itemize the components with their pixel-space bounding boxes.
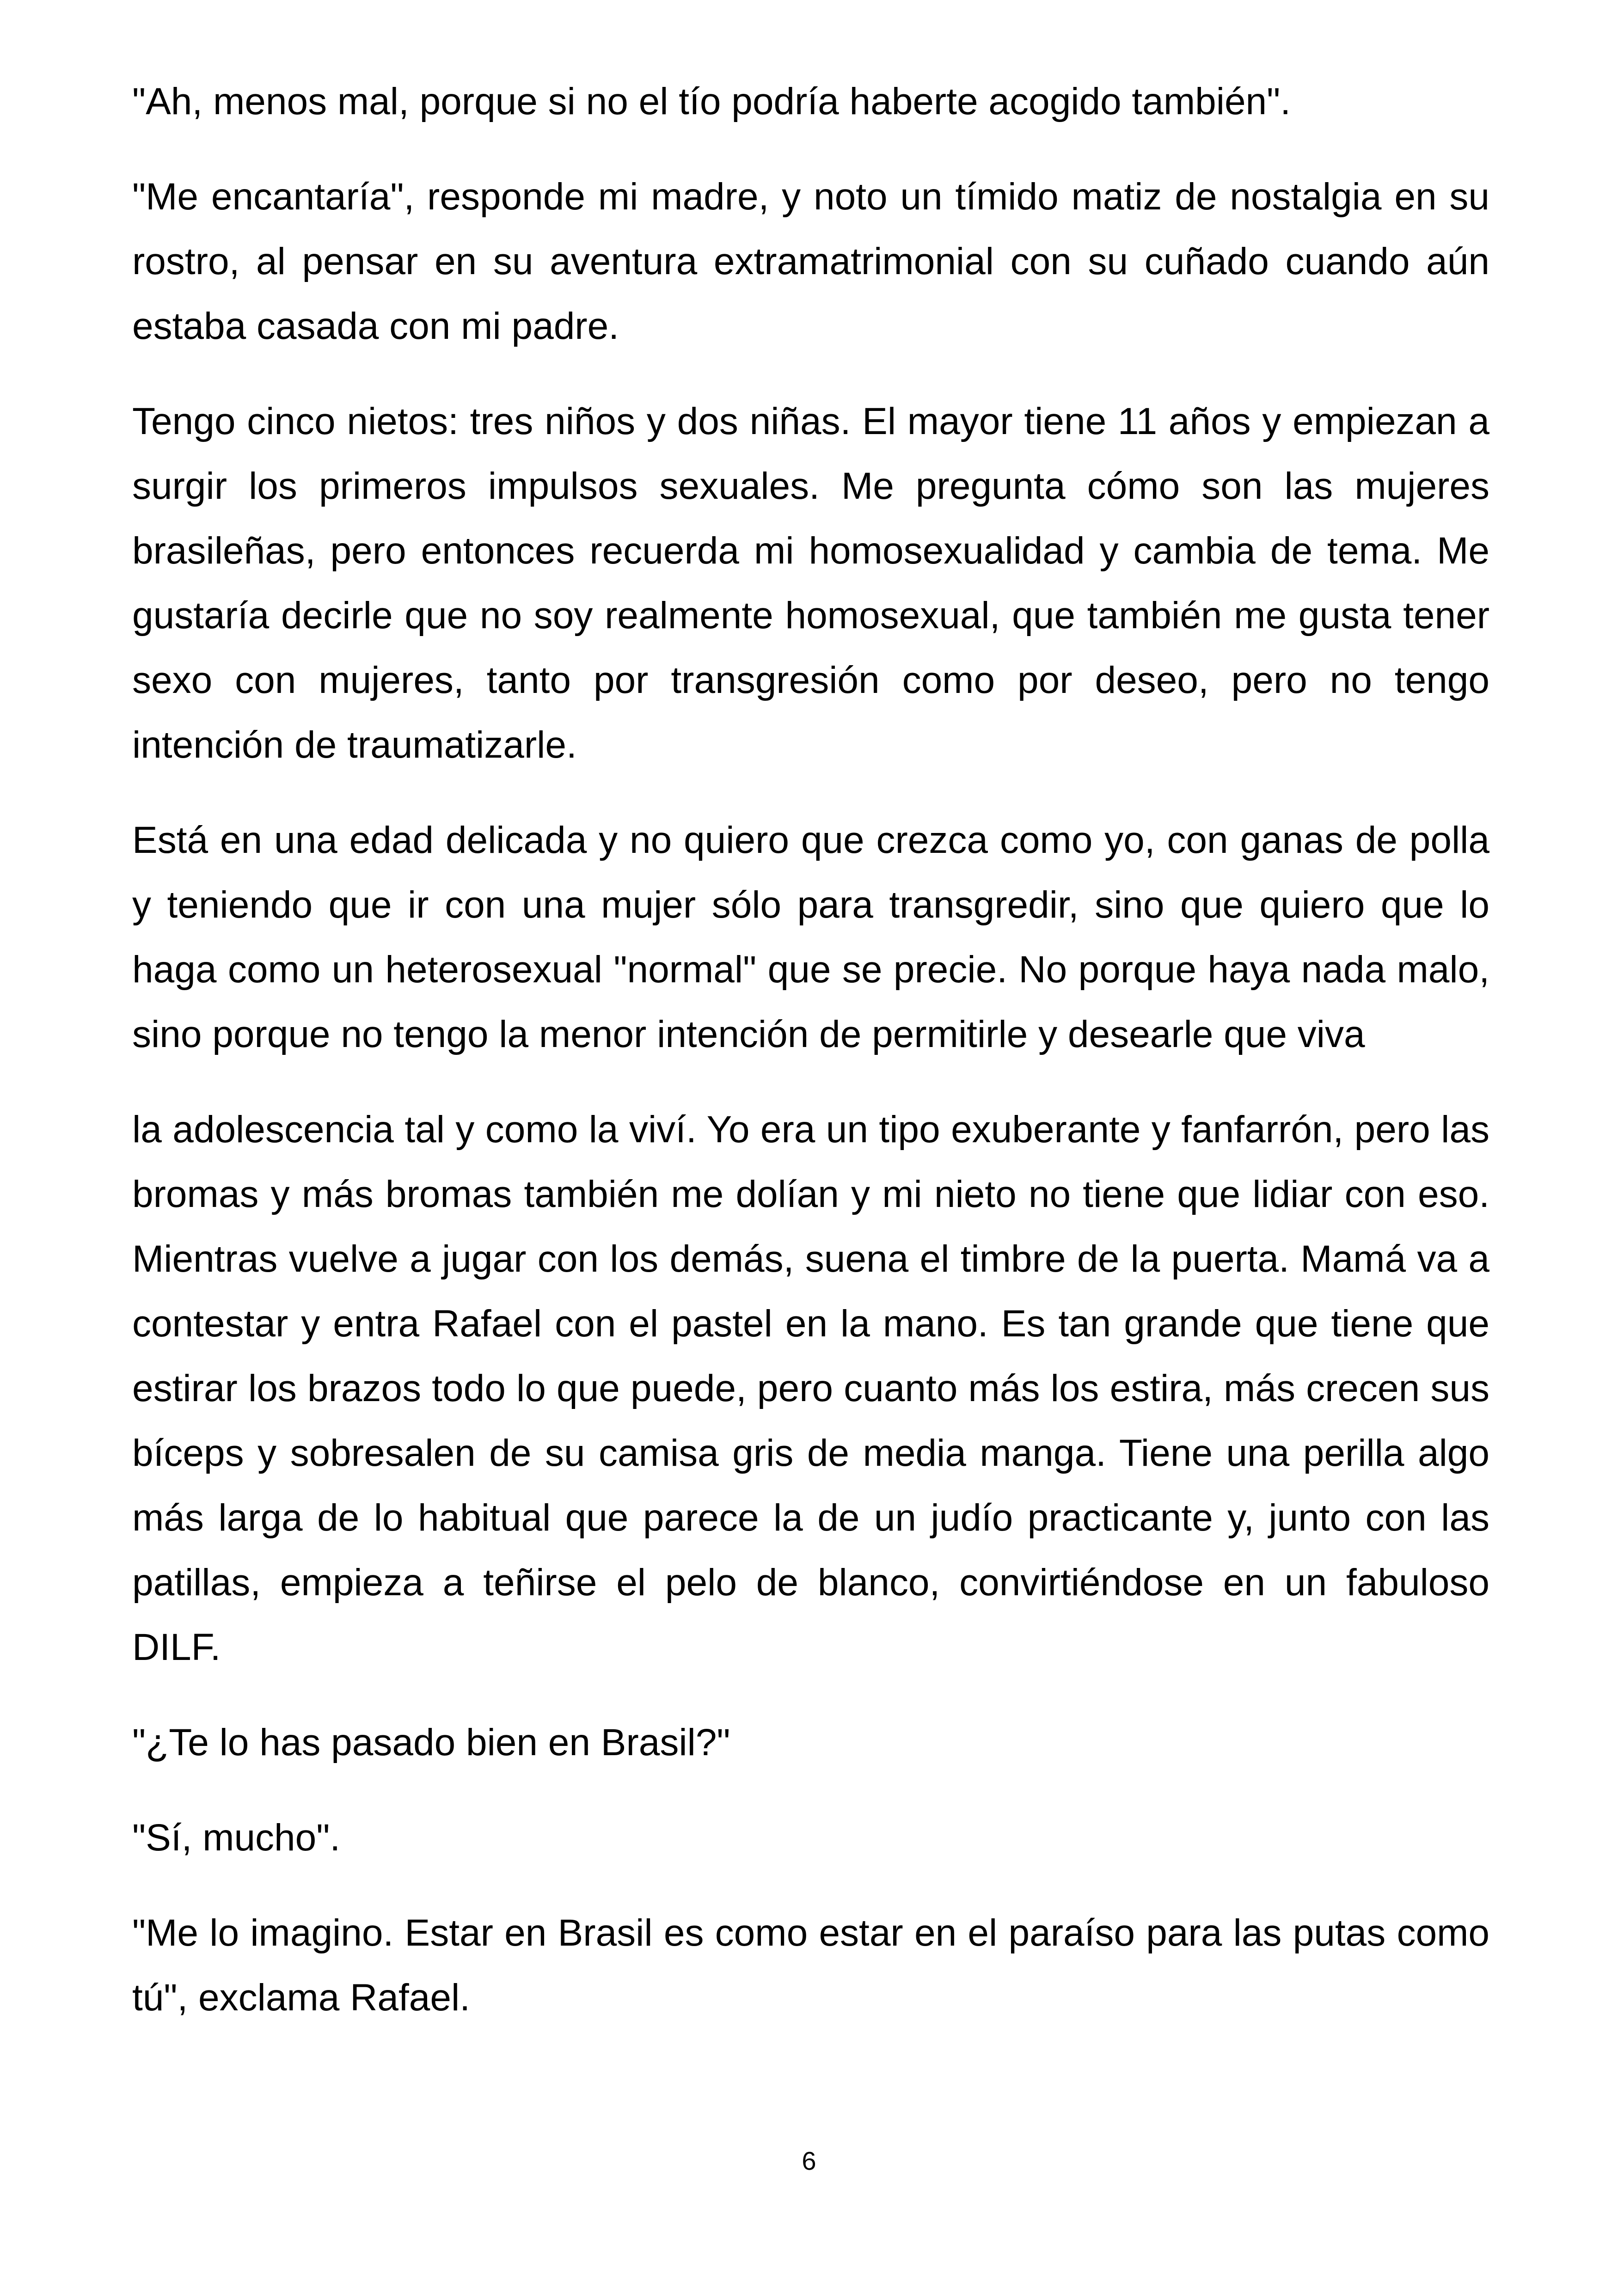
page-number: 6 (802, 2146, 816, 2175)
paragraph: "¿Te lo has pasado bien en Brasil?" (132, 1721, 730, 1763)
paragraph: "Me lo imagino. Estar en Brasil es como estar en el paraíso para las putas como tú", exclama Rafael. (132, 1912, 1489, 2019)
paragraph: Tengo cinco nietos: tres niños y dos niñas. El mayor tiene 11 años y empiezan a surgir los primeros impulsos sexuales. Me pregunta cómo son las mujeres brasileñas, pero entonces recuerda mi homosexualidad y cambia de tema. Me gustaría decirle que no soy realmente homosexual, que también me gusta tener sexo con mujeres, tanto por transgresión como por deseo, pero no tengo intención de traumatizarle. (132, 400, 1489, 766)
paragraph: "Ah, menos mal, porque si no el tío podría haberte acogido también". (132, 80, 1291, 122)
paragraph: Está en una edad delicada y no quiero que crezca como yo, con ganas de polla y teniendo que ir con una mujer sólo para transgredir, sino que quiero que lo haga como un heterosexual "normal" que se precie. No porque haya nada malo, sino porque no tengo la menor intención de permitirle y desearle que viva (132, 819, 1489, 1055)
body-text (132, 69, 1489, 2061)
paragraph: la adolescencia tal y como la viví. Yo era un tipo exuberante y fanfarrón, pero las bromas y más bromas también me dolían y mi nieto no tiene que lidiar con eso. Mientras vuelve a jugar con los demás, suena el timbre de la puerta. Mamá va a contestar y entra Rafael con el pastel en la mano. Es tan grande que tiene que estirar los brazos todo lo que puede, pero cuanto más los estira, más crecen sus bíceps y sobresalen de su camisa gris de media manga. Tiene una perilla algo más larga de lo habitual que parece la de un judío practicante y, junto con las patillas, empieza a teñirse el pelo de blanco, convirtiéndose en un fabuloso DILF. (132, 1108, 1489, 1668)
paragraph: "Me encantaría", responde mi madre, y noto un tímido matiz de nostalgia en su rostro, al pensar en su aventura extramatrimonial con su cuñado cuando aún estaba casada con mi padre. (132, 176, 1489, 347)
paragraph: "Sí, mucho". (132, 1817, 341, 1859)
